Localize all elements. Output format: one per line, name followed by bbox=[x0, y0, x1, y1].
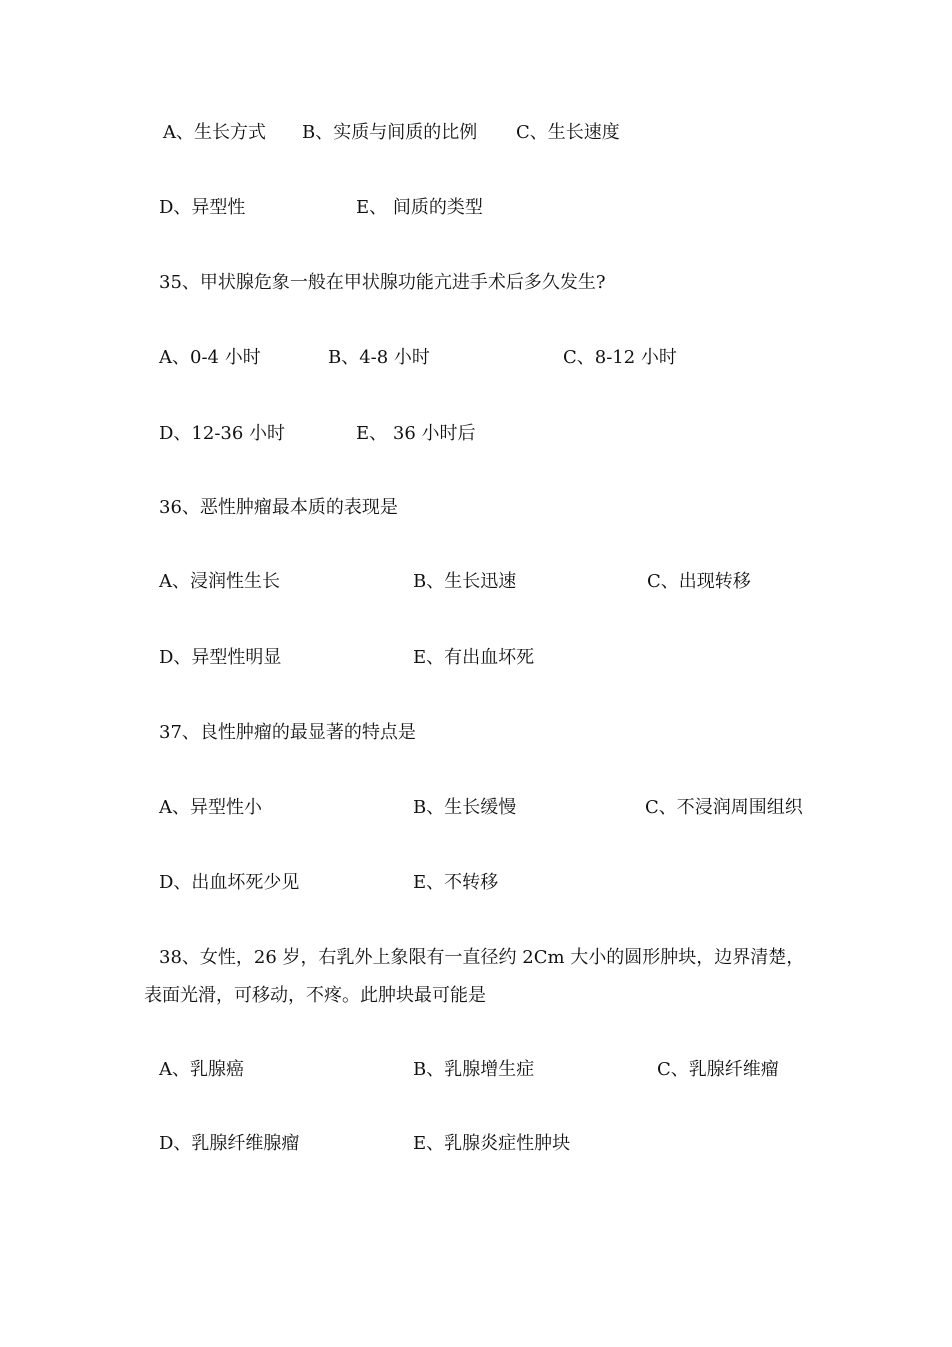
q35-option-b: B、4-8 小时 bbox=[328, 347, 430, 368]
q34-option-c: C、生长速度 bbox=[516, 122, 620, 143]
q38-option-c: C、乳腺纤维瘤 bbox=[657, 1059, 779, 1080]
q34-option-b: B、实质与间质的比例 bbox=[302, 122, 478, 143]
q34-option-a: A、生长方式 bbox=[163, 122, 266, 143]
q38-option-b: B、乳腺增生症 bbox=[413, 1059, 535, 1080]
q35-option-c: C、8-12 小时 bbox=[563, 347, 677, 368]
q34-option-d: D、异型性 bbox=[159, 197, 246, 218]
q35-option-a: A、0-4 小时 bbox=[159, 347, 261, 368]
q36-option-c: C、出现转移 bbox=[647, 571, 751, 592]
q38-option-d: D、乳腺纤维腺瘤 bbox=[159, 1133, 300, 1154]
q36-option-b: B、生长迅速 bbox=[413, 571, 517, 592]
q37-option-a: A、异型性小 bbox=[159, 797, 262, 818]
q34-option-e: E、 间质的类型 bbox=[356, 197, 483, 218]
q36-option-e: E、有出血坏死 bbox=[413, 647, 535, 668]
q37-option-c: C、不浸润周围组织 bbox=[645, 797, 803, 818]
q37-option-b: B、生长缓慢 bbox=[413, 797, 517, 818]
q38-option-e: E、乳腺炎症性肿块 bbox=[413, 1133, 571, 1154]
q38-stem-line-1: 38、女性，26 岁，右乳外上象限有一直径约 2Cm 大小的圆形肿块，边界清楚， bbox=[159, 947, 805, 968]
q36-stem: 36、恶性肿瘤最本质的表现是 bbox=[159, 497, 398, 518]
q35-option-d: D、12-36 小时 bbox=[159, 423, 286, 444]
q38-stem-line-2: 表面光滑，可移动，不疼。此肿块最可能是 bbox=[144, 985, 486, 1006]
q37-option-e: E、不转移 bbox=[413, 872, 499, 893]
q35-stem: 35、甲状腺危象一般在甲状腺功能亢进手术后多久发生? bbox=[159, 272, 606, 293]
q38-option-a: A、乳腺癌 bbox=[159, 1059, 244, 1080]
q35-option-e: E、 36 小时后 bbox=[356, 423, 476, 444]
q36-option-d: D、异型性明显 bbox=[159, 647, 282, 668]
q36-option-a: A、浸润性生长 bbox=[159, 571, 280, 592]
q37-stem: 37、良性肿瘤的最显著的特点是 bbox=[159, 722, 416, 743]
q37-option-d: D、出血坏死少见 bbox=[159, 872, 300, 893]
